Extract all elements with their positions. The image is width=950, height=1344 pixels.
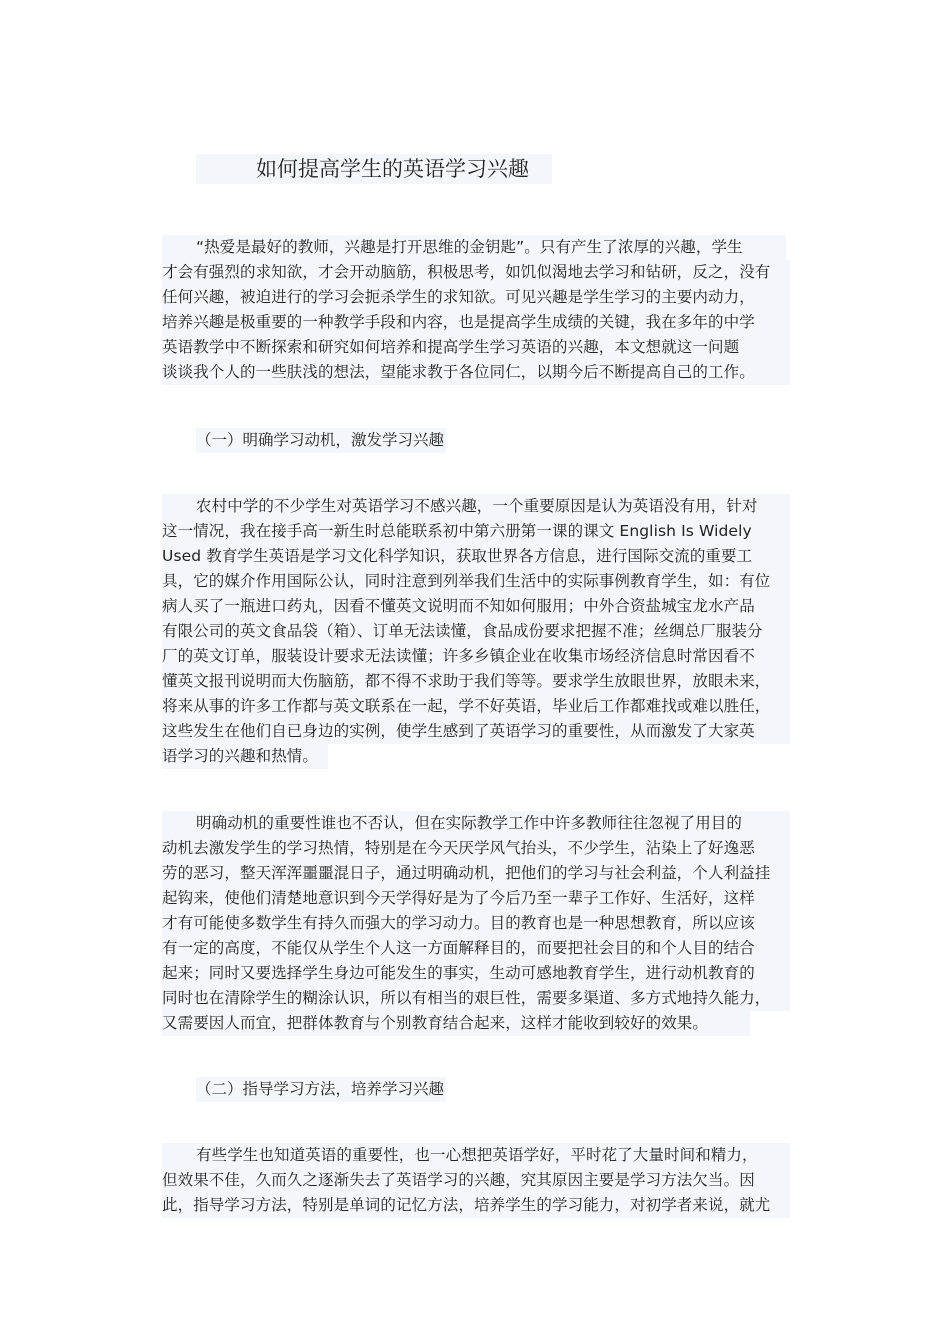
paragraph-line: 懂英文报刊说明而大伤脑筋，都不得不求助于我们等等。要求学生放眼世界，放眼未来， [162, 669, 790, 694]
paragraph-line: “热爱是最好的教师，兴趣是打开思维的金钥匙”。只有产生了浓厚的兴趣，学生 [162, 235, 786, 260]
paragraph-line: 这一情况，我在接手高一新生时总能联系初中第六册第一课的课文 English Is Widely [162, 519, 790, 544]
paragraph-line: 但效果不佳，久而久之逐渐失去了英语学习的兴趣，究其原因主要是学习方法欠当。因 [162, 1168, 790, 1193]
paragraph-line: 动机去激发学生的学习热情，特别是在今天厌学风气抬头，不少学生，沾染上了好逸恶 [162, 836, 790, 861]
paragraph-line: 具，它的媒介作用国际公认，同时注意到列举我们生活中的实际事例教育学生，如：有位 [162, 569, 790, 594]
paragraph-line: 劳的恶习，整天浑浑噩噩混日子，通过明确动机，把他们的学习与社会利益，个人利益挂 [162, 861, 790, 886]
paragraph-line: 又需要因人而宜，把群体教育与个别教育结合起来，这样才能收到较好的效果。 [162, 1011, 750, 1036]
paragraph-line: 农村中学的不少学生对英语学习不感兴趣，一个重要原因是认为英语没有用，针对 [162, 494, 790, 519]
paragraph-line: 明确动机的重要性谁也不否认，但在实际教学工作中许多教师往往忽视了用目的 [162, 811, 790, 836]
paragraph-goal-education [162, 811, 790, 1036]
section-heading-1: （一）明确学习动机，激发学习兴趣 [196, 428, 446, 453]
paragraph-line: 有些学生也知道英语的重要性，也一心想把英语学好，平时花了大量时间和精力， [162, 1143, 790, 1168]
paragraph-line: Used 教育学生英语是学习文化科学知识，获取世界各方信息，进行国际交流的重要工 [162, 544, 790, 569]
paragraph-line: 谈谈我个人的一些肤浅的想法，望能求教于各位同仁，以期今后不断提高自己的工作。 [162, 360, 790, 385]
paragraph-motivation [162, 494, 790, 769]
paragraph-line: 才会有强烈的求知欲，才会开动脑筋，积极思考，如饥似渴地去学习和钻研，反之，没有 [162, 260, 790, 285]
paragraph-methods [162, 1143, 790, 1218]
paragraph-line: 病人买了一瓶进口药丸，因看不懂英文说明而不知如何服用；中外合资盐城宝龙水产品 [162, 594, 790, 619]
paragraph-line: 有限公司的英文食品袋（箱）、订单无法读懂，食品成份要求把握不准；丝绸总厂服装分 [162, 619, 790, 644]
paragraph-line: 语学习的兴趣和热情。 [162, 744, 328, 769]
paragraph-line: 同时也在清除学生的糊涂认识，所以有相当的艰巨性，需要多渠道、多方式地持久能力， [162, 986, 790, 1011]
paragraph-line: 才有可能使多数学生有持久而强大的学习动力。目的教育也是一种思想教育，所以应该 [162, 911, 790, 936]
paragraph-line: 这些发生在他们自已身边的实例，使学生感到了英语学习的重要性，从而激发了大家英 [162, 719, 790, 744]
paragraph-line: 培养兴趣是极重要的一种教学手段和内容，也是提高学生成绩的关键，我在多年的中学 [162, 310, 790, 335]
paragraph-line: 任何兴趣，被迫进行的学习会扼杀学生的求知欲。可见兴趣是学生学习的主要内动力， [162, 285, 790, 310]
document-title: 如何提高学生的英语学习兴趣 [196, 154, 552, 184]
paragraph-line: 起钩来，使他们清楚地意识到今天学得好是为了今后乃至一辈子工作好、生活好，这样 [162, 886, 790, 911]
paragraph-line: 英语教学中不断探索和研究如何培养和提高学生学习英语的兴趣，本文想就这一问题 [162, 335, 790, 360]
paragraph-line: 此，指导学习方法，特别是单词的记忆方法，培养学生的学习能力，对初学者来说，就尤 [162, 1193, 790, 1218]
paragraph-intro [162, 235, 790, 385]
paragraph-line: 起来；同时又要选择学生身边可能发生的事实，生动可感地教育学生，进行动机教育的 [162, 961, 790, 986]
paragraph-line: 有一定的高度，不能仅从学生个人这一方面解释目的，而要把社会目的和个人目的结合 [162, 936, 790, 961]
section-heading-2: （二）指导学习方法，培养学习兴趣 [196, 1077, 446, 1102]
paragraph-line: 厂的英文订单，服装设计要求无法读懂；许多乡镇企业在收集市场经济信息时常因看不 [162, 644, 790, 669]
paragraph-line: 将来从事的许多工作都与英文联系在一起，学不好英语，毕业后工作都难找或难以胜任， [162, 694, 790, 719]
